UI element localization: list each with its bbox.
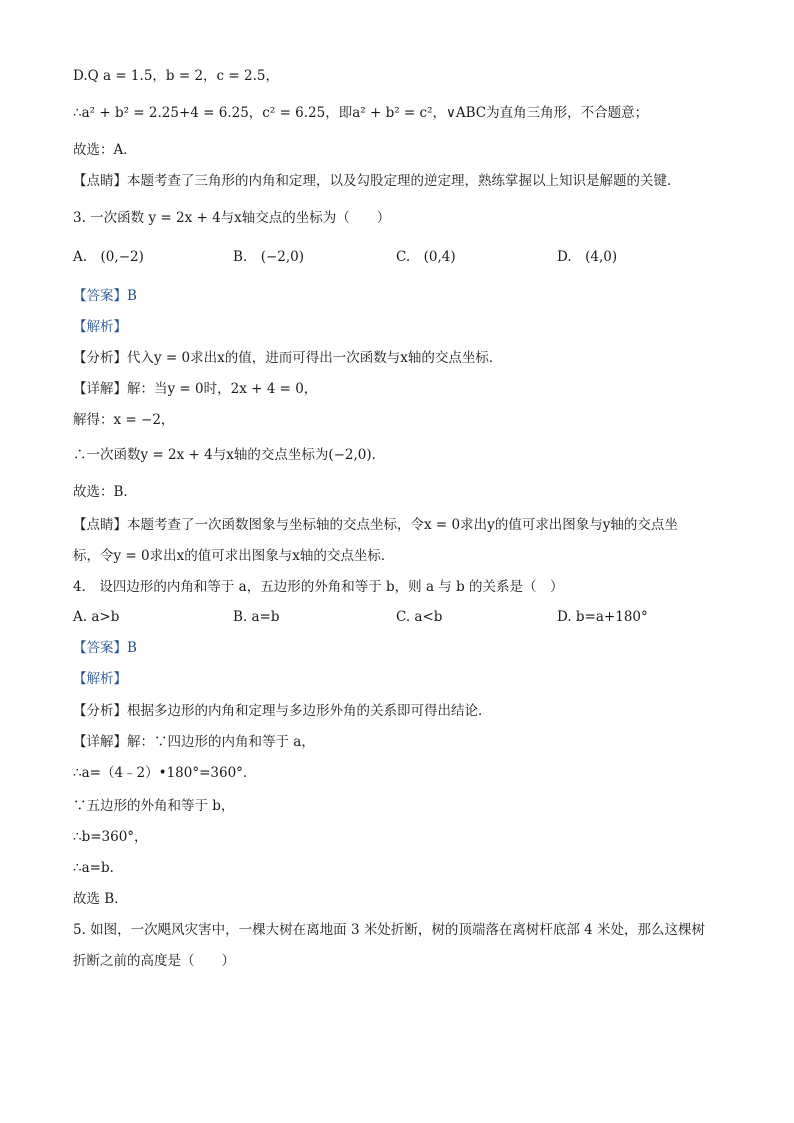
q3-option-b: B. (−2,0) <box>233 249 305 265</box>
q4-solution-step-4: ∴b=360°， <box>73 829 148 845</box>
q3-comment-line-1: 【点睛】本题考查了一次函数图象与坐标轴的交点坐标，令x = 0求出y的值可求出图象与y轴的交点坐 <box>73 517 678 533</box>
q3-question: 3. 一次函数 y = 2x + 4与x轴交点的坐标为（ ） <box>73 210 391 226</box>
q4-analysis: 【分析】根据多边形的内角和定理与多边形外角的关系即可得出结论． <box>73 703 492 719</box>
q4-option-b: B. a=b <box>233 609 280 625</box>
q4-question: 4. 设四边形的内角和等于 a，五边形的外角和等于 b，则 a 与 b 的关系是（ ） <box>73 579 564 595</box>
q2-answer-choice: 故选：A． <box>73 142 137 158</box>
q3-solution-step-1: 【详解】解：当y = 0时，2x + 4 = 0， <box>73 381 318 397</box>
q4-option-a: A. a>b <box>73 609 120 625</box>
q5-question-line-2: 折断之前的高度是（ ） <box>73 953 235 969</box>
q3-option-c: C. (0,4) <box>396 249 456 265</box>
q3-option-d: D. (4,0) <box>557 249 618 265</box>
q4-solution-step-3: ∵五边形的外角和等于 b， <box>73 798 235 814</box>
q3-analysis: 【分析】代入y = 0求出x的值，进而可得出一次函数与x轴的交点坐标． <box>73 350 503 366</box>
q3-analysis-heading: 【解析】 <box>73 319 127 335</box>
q4-option-c: C. a<b <box>396 609 443 625</box>
q3-solution-step-2: 解得：x = −2， <box>73 412 175 428</box>
q4-analysis-heading: 【解析】 <box>73 671 127 687</box>
q4-answer-choice: 故选 B． <box>73 891 128 907</box>
q3-answer-choice: 故选：B． <box>73 484 137 500</box>
q3-option-a: A. (0,−2) <box>73 249 144 265</box>
q4-answer: 【答案】B <box>73 640 137 656</box>
q2-pythagorean-check: ∴a² + b² = 2.25+4 = 6.25，c² = 6.25，即a² + b² = c²，∨ABC为直角三角形，不合题意； <box>73 105 649 121</box>
q2-comment: 【点睛】本题考查了三角形的内角和定理，以及勾股定理的逆定理，熟练掌握以上知识是解题的关键． <box>73 173 681 189</box>
q4-option-d: D. b=a+180° <box>557 609 648 625</box>
q2-option-d-line: D.Q a = 1.5，b = 2，c = 2.5， <box>73 68 279 84</box>
q3-solution-step-3: ∴一次函数y = 2x + 4与x轴的交点坐标为(−2,0)． <box>73 447 386 463</box>
q5-question-line-1: 5. 如图，一次飓风灾害中，一棵大树在离地面 3 米处折断，树的顶端落在离树杆底部 4 米处，那么这棵树 <box>73 922 706 938</box>
q4-solution-step-5: ∴a=b． <box>73 860 124 876</box>
q4-solution-step-1: 【详解】解：∵四边形的内角和等于 a， <box>73 734 315 750</box>
q4-solution-step-2: ∴a=（4﹣2）•180°=360°． <box>73 765 257 781</box>
q3-comment-line-2: 标，令y = 0求出x的值可求出图象与x轴的交点坐标． <box>73 548 395 564</box>
q3-answer: 【答案】B <box>73 288 137 304</box>
